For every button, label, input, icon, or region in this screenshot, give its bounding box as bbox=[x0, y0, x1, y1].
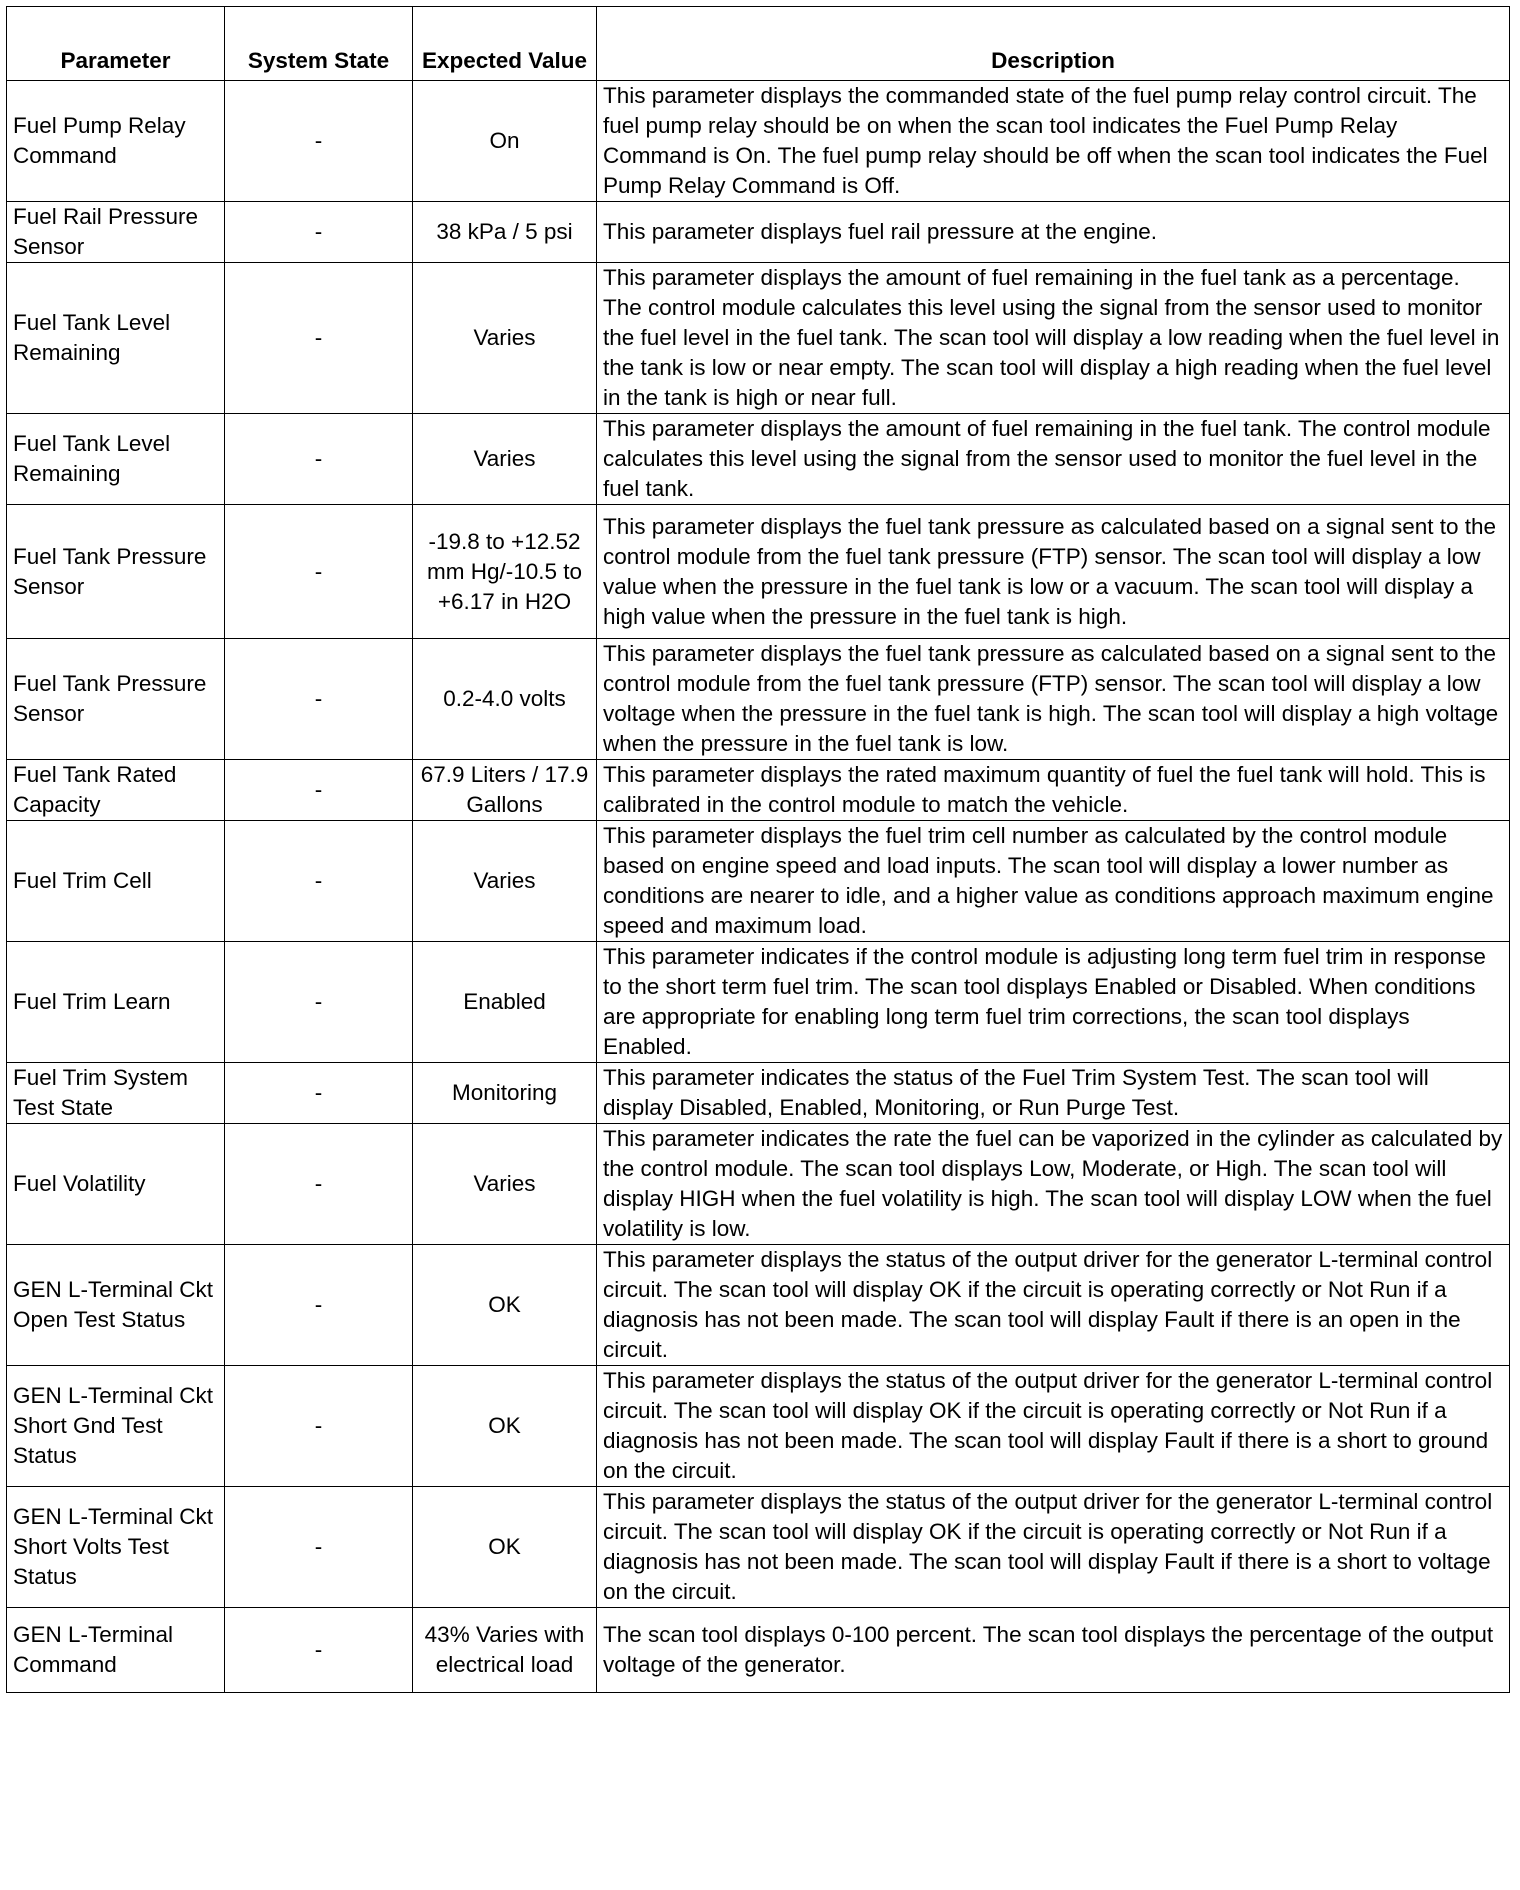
parameter-cell: Fuel Trim Learn bbox=[7, 942, 225, 1063]
description-cell: This parameter displays the amount of fuel remaining in the fuel tank as a percentage. The control module calculates this level using the signal from the sensor used to monitor the fuel level in the fuel tank. The scan tool will display a low reading when the fuel level in the tank is low or near empty. The scan tool will display a high reading when the fuel level in the tank is high or near full. bbox=[597, 263, 1510, 414]
expected-value-cell: OK bbox=[413, 1487, 597, 1608]
header-parameter: Parameter bbox=[7, 7, 225, 81]
expected-value-cell: -19.8 to +12.52 mm Hg/-10.5 to +6.17 in H2O bbox=[413, 505, 597, 639]
description-cell: This parameter displays the status of the output driver for the generator L-terminal control circuit. The scan tool will display OK if the circuit is operating correctly or Not Run if a diagnosis has not been made. The scan tool will display Fault if there is a short to ground on the circuit. bbox=[597, 1366, 1510, 1487]
system-state-cell: - bbox=[225, 1063, 413, 1124]
system-state-cell: - bbox=[225, 760, 413, 821]
system-state-cell: - bbox=[225, 1366, 413, 1487]
system-state-cell: - bbox=[225, 414, 413, 505]
expected-value-cell: Varies bbox=[413, 1124, 597, 1245]
table-row bbox=[7, 1608, 1510, 1693]
parameter-cell: GEN L-Terminal Ckt Short Volts Test Status bbox=[7, 1487, 225, 1608]
parameter-cell: GEN L-Terminal Ckt Open Test Status bbox=[7, 1245, 225, 1366]
description-cell: This parameter indicates the status of the Fuel Trim System Test. The scan tool will display Disabled, Enabled, Monitoring, or Run Purge Test. bbox=[597, 1063, 1510, 1124]
parameter-cell: Fuel Tank Pressure Sensor bbox=[7, 505, 225, 639]
table-row bbox=[7, 81, 1510, 202]
parameter-cell: Fuel Pump Relay Command bbox=[7, 81, 225, 202]
parameter-cell: Fuel Trim System Test State bbox=[7, 1063, 225, 1124]
header-description: Description bbox=[597, 7, 1510, 81]
parameter-cell: Fuel Trim Cell bbox=[7, 821, 225, 942]
description-cell: This parameter displays the rated maximum quantity of fuel the fuel tank will hold. This is calibrated in the control module to match the vehicle. bbox=[597, 760, 1510, 821]
system-state-cell: - bbox=[225, 505, 413, 639]
table-row bbox=[7, 942, 1510, 1063]
table-row bbox=[7, 821, 1510, 942]
description-cell: This parameter displays the amount of fuel remaining in the fuel tank. The control module calculates this level using the signal from the sensor used to monitor the fuel level in the fuel tank. bbox=[597, 414, 1510, 505]
description-cell: This parameter displays the status of the output driver for the generator L-terminal control circuit. The scan tool will display OK if the circuit is operating correctly or Not Run if a diagnosis has not been made. The scan tool will display Fault if there is an open in the circuit. bbox=[597, 1245, 1510, 1366]
parameter-cell: GEN L-Terminal Ckt Short Gnd Test Status bbox=[7, 1366, 225, 1487]
description-cell: This parameter displays the fuel trim cell number as calculated by the control module based on engine speed and load inputs. The scan tool will display a lower number as conditions are nearer to idle, and a higher value as conditions approach maximum engine speed and maximum load. bbox=[597, 821, 1510, 942]
table-row bbox=[7, 1124, 1510, 1245]
description-cell: This parameter indicates the rate the fuel can be vaporized in the cylinder as calculated by the control module. The scan tool displays Low, Moderate, or High. The scan tool will display HIGH when the fuel volatility is high. The scan tool will display LOW when the fuel volatility is low. bbox=[597, 1124, 1510, 1245]
table-row bbox=[7, 1063, 1510, 1124]
table-row bbox=[7, 505, 1510, 639]
expected-value-cell: OK bbox=[413, 1245, 597, 1366]
description-cell: This parameter displays the fuel tank pressure as calculated based on a signal sent to the control module from the fuel tank pressure (FTP) sensor. The scan tool will display a low voltage when the pressure in the fuel tank is high. The scan tool will display a high voltage when the pressure in the fuel tank is low. bbox=[597, 639, 1510, 760]
expected-value-cell: 67.9 Liters / 17.9 Gallons bbox=[413, 760, 597, 821]
parameter-cell: Fuel Tank Rated Capacity bbox=[7, 760, 225, 821]
expected-value-cell: Varies bbox=[413, 414, 597, 505]
table-row bbox=[7, 1245, 1510, 1366]
table-row bbox=[7, 1366, 1510, 1487]
table-row bbox=[7, 263, 1510, 414]
system-state-cell: - bbox=[225, 202, 413, 263]
description-cell: This parameter displays the status of the output driver for the generator L-terminal control circuit. The scan tool will display OK if the circuit is operating correctly or Not Run if a diagnosis has not been made. The scan tool will display Fault if there is a short to voltage on the circuit. bbox=[597, 1487, 1510, 1608]
system-state-cell: - bbox=[225, 263, 413, 414]
expected-value-cell: Varies bbox=[413, 263, 597, 414]
system-state-cell: - bbox=[225, 1124, 413, 1245]
description-cell: The scan tool displays 0-100 percent. The scan tool displays the percentage of the output voltage of the generator. bbox=[597, 1608, 1510, 1693]
description-cell: This parameter displays fuel rail pressure at the engine. bbox=[597, 202, 1510, 263]
parameter-cell: Fuel Tank Pressure Sensor bbox=[7, 639, 225, 760]
header-expected-value: Expected Value bbox=[413, 7, 597, 81]
table-row bbox=[7, 1487, 1510, 1608]
description-cell: This parameter indicates if the control module is adjusting long term fuel trim in response to the short term fuel trim. The scan tool displays Enabled or Disabled. When conditions are appropriate for enabling long term fuel trim corrections, the scan tool displays Enabled. bbox=[597, 942, 1510, 1063]
scan-tool-data-table bbox=[6, 6, 1510, 1693]
header-system-state: System State bbox=[225, 7, 413, 81]
table-row bbox=[7, 760, 1510, 821]
description-cell: This parameter displays the commanded state of the fuel pump relay control circuit. The fuel pump relay should be on when the scan tool indicates the Fuel Pump Relay Command is On. The fuel pump relay should be off when the scan tool indicates the Fuel Pump Relay Command is Off. bbox=[597, 81, 1510, 202]
system-state-cell: - bbox=[225, 942, 413, 1063]
system-state-cell: - bbox=[225, 81, 413, 202]
table-row bbox=[7, 202, 1510, 263]
parameter-cell: Fuel Volatility bbox=[7, 1124, 225, 1245]
parameter-cell: Fuel Tank Level Remaining bbox=[7, 263, 225, 414]
system-state-cell: - bbox=[225, 1487, 413, 1608]
expected-value-cell: Enabled bbox=[413, 942, 597, 1063]
description-cell: This parameter displays the fuel tank pressure as calculated based on a signal sent to the control module from the fuel tank pressure (FTP) sensor. The scan tool will display a low value when the pressure in the fuel tank is low or a vacuum. The scan tool will display a high value when the pressure in the fuel tank is high. bbox=[597, 505, 1510, 639]
expected-value-cell: On bbox=[413, 81, 597, 202]
expected-value-cell: Varies bbox=[413, 821, 597, 942]
parameter-cell: Fuel Rail Pressure Sensor bbox=[7, 202, 225, 263]
parameter-cell: GEN L-Terminal Command bbox=[7, 1608, 225, 1693]
expected-value-cell: Monitoring bbox=[413, 1063, 597, 1124]
system-state-cell: - bbox=[225, 639, 413, 760]
table-row bbox=[7, 414, 1510, 505]
table-row bbox=[7, 639, 1510, 760]
system-state-cell: - bbox=[225, 1245, 413, 1366]
system-state-cell: - bbox=[225, 1608, 413, 1693]
expected-value-cell: 0.2-4.0 volts bbox=[413, 639, 597, 760]
expected-value-cell: 43% Varies with electrical load bbox=[413, 1608, 597, 1693]
parameter-cell: Fuel Tank Level Remaining bbox=[7, 414, 225, 505]
system-state-cell: - bbox=[225, 821, 413, 942]
expected-value-cell: 38 kPa / 5 psi bbox=[413, 202, 597, 263]
header-row bbox=[7, 7, 1510, 81]
expected-value-cell: OK bbox=[413, 1366, 597, 1487]
